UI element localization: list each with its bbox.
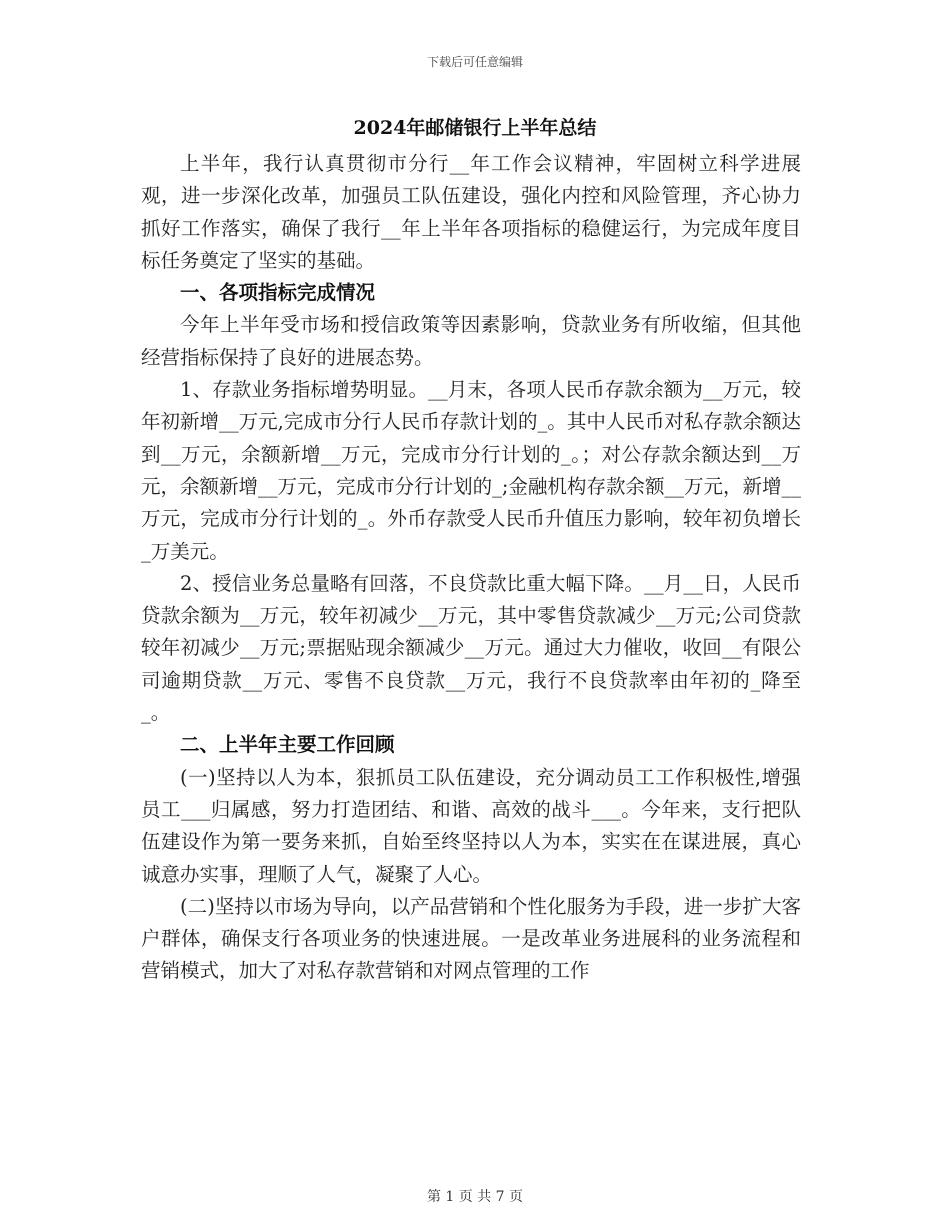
intro-paragraph: 上半年，我行认真贯彻市分行__年工作会议精神，牢固树立科学进展观，进一步深化改革，加强员工队伍建设，强化内控和风险管理，齐心协力抓好工作落实，确保了我行__年上半年各项指标的稳健运行，为完成年度目标任务奠定了坚实的基础。 bbox=[141, 152, 801, 272]
section-heading-indicators: 一、各项指标完成情况 bbox=[180, 281, 376, 305]
section1-paragraph-deposits: 1、存款业务指标增势明显。__月末，各项人民币存款余额为__万元，较年初新增__万元,完成市分行人民币存款计划的_。其中人民币对私存款余额达到__万元，余额新增__万元，完成市分行计划的_。；对公存款余额达到__万元，余额新增__万元，完成市分行计划的_;金融机构存款余额__万元，新增__万元，完成市分行计划的_。外币存款受人民币升值压力影响，较年初负增长_万美元。 bbox=[141, 378, 801, 563]
section2-paragraph-people: (一)坚持以人为本，狠抓员工队伍建设，充分调动员工工作积极性,增强员工___归属感，努力打造团结、和谐、高效的战斗___。今年来，支行把队伍建设作为第一要务来抓，自始至终坚持以人为本，实实在在谋进展，真心诚意办实事，理顺了人气，凝聚了人心。 bbox=[141, 765, 801, 886]
download-note: 下载后可任意编辑 bbox=[426, 55, 523, 69]
document-body bbox=[141, 148, 801, 988]
section1-paragraph-credit: 2、授信业务总量略有回落，不良贷款比重大幅下降。__月__日，人民币贷款余额为__万元，较年初减少__万元，其中零售贷款减少__万元;公司贷款较年初减少__万元;票据贴现余额减少__万元。通过大力催收，收回__有限公司逾期贷款__万元、零售不良贷款__万元，我行不良贷款率由年初的_降至_。 bbox=[141, 571, 801, 725]
section1-paragraph-overview: 今年上半年受市场和授信政策等因素影响，贷款业务有所收缩，但其他经营指标保持了良好的进展态势。 bbox=[141, 313, 801, 369]
section-heading-review: 二、上半年主要工作回顾 bbox=[180, 733, 395, 757]
section2-paragraph-market: (二)坚持以市场为导向，以产品营销和个性化服务为手段，进一步扩大客户群体，确保支行各项业务的快速进展。一是改革业务进展科的业务流程和营销模式，加大了对私存款营销和对网点管理的工作 bbox=[141, 894, 801, 983]
page-title: 2024年邮储银行上半年总结 bbox=[353, 117, 597, 139]
page-number: 第 1 页 共 7 页 bbox=[426, 1189, 524, 1205]
